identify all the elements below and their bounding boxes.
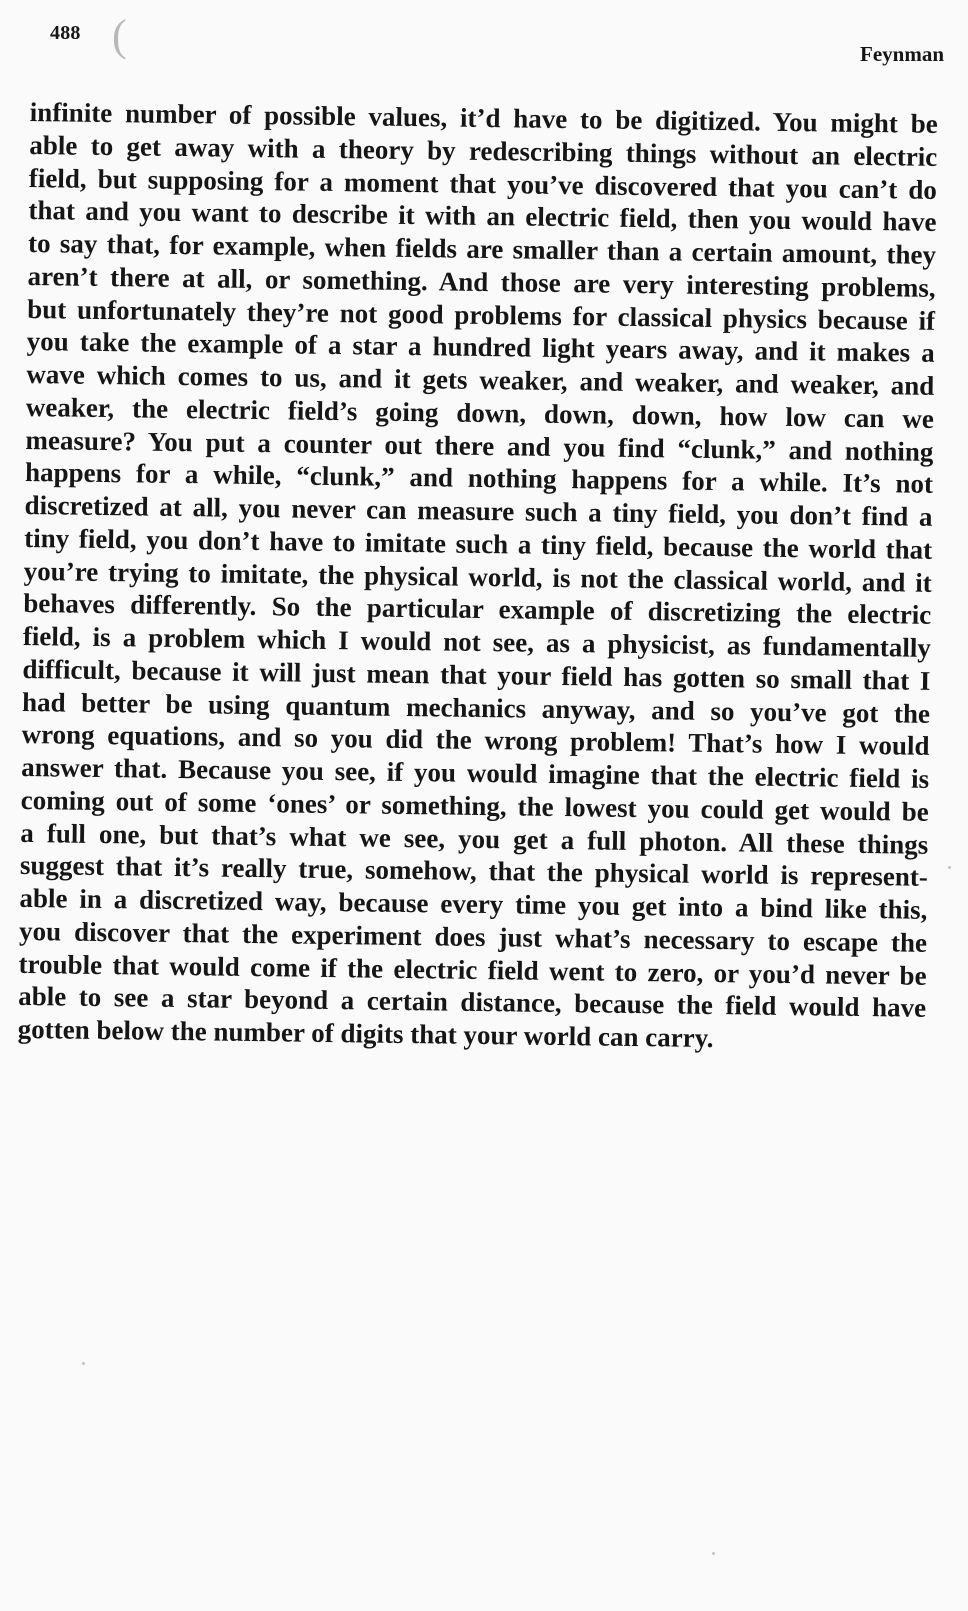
page-number: 488 [50, 22, 81, 44]
text-line: difficult, because it will just mean that your field has gotten so small that I [22, 653, 931, 696]
running-head: Feynman [860, 42, 944, 66]
text-line: a full one, but that’s what we see, you get a full photon. All these things [20, 817, 929, 860]
text-line: weaker, the electric field’s going down, down, down, how low can we [25, 391, 935, 434]
paper-speck [948, 866, 951, 869]
text-line: but unfortunately they’re not good problems for classical physics because if [27, 293, 936, 336]
text-line: able to see a star beyond a certain distance, because the field would have [18, 981, 927, 1024]
text-line: aren’t there at all, or something. And those are very interesting problems, [27, 260, 936, 303]
text-line: had better be using quantum mechanics anyway, and so you’ve got the [21, 686, 931, 729]
text-line: answer that. Because you see, if you would imagine that the electric field is [21, 751, 930, 794]
text-line: to say that, for example, when fields are smaller than a certain amount, they [27, 227, 937, 270]
text-line: field, is a problem which I would not see, as a physicist, as fundamentally [22, 620, 932, 663]
text-line: measure? You put a counter out there and you find “clunk,” and nothing [25, 424, 934, 467]
text-line: you take the example of a star a hundred light years away, and it makes a [26, 326, 935, 369]
text-line: wrong equations, and so you did the wrong problem! That’s how I would [21, 719, 930, 762]
text-line: happens for a while, “clunk,” and nothing happens for a while. It’s not [24, 457, 934, 500]
text-line: tiny field, you don’t have to imitate such a tiny field, because the world that [24, 522, 933, 565]
text-line: you discover that the experiment does just what’s necessary to escape the [18, 915, 928, 958]
text-line: field, but supposing for a moment that you’ve discovered that you can’t do [28, 162, 938, 205]
text-line: infinite number of possible values, it’d have to be digitized. You might be [29, 96, 938, 139]
text-line: suggest that it’s really true, somehow, that the physical world is represent- [19, 850, 929, 893]
text-line: discretized at all, you never can measure such a tiny field, you don’t find a [24, 489, 933, 532]
text-line-last: gotten below the number of digits that your world can carry. [17, 1013, 714, 1054]
paper-speck [712, 1552, 715, 1555]
text-line: able in a discretized way, because every time you get into a bind like this, [19, 882, 928, 925]
margin-mark: ( [112, 11, 127, 60]
body-paragraph [18, 96, 938, 1058]
text-line: trouble that would come if the electric field went to zero, or you’d never be [18, 948, 927, 991]
text-line: coming out of some ‘ones’ or something, the lowest you could get would be [20, 784, 929, 827]
text-line: wave which comes to us, and it gets weaker, and weaker, and weaker, and [26, 358, 935, 401]
text-line: that and you want to describe it with an electric field, then you would have [28, 195, 937, 238]
text-line: behaves differently. So the particular example of discretizing the electric [23, 588, 932, 631]
paper-speck [82, 1362, 85, 1365]
text-line: able to get away with a theory by redescribing things without an electric [29, 129, 938, 172]
text-line: you’re trying to imitate, the physical world, is not the classical world, and it [23, 555, 932, 598]
